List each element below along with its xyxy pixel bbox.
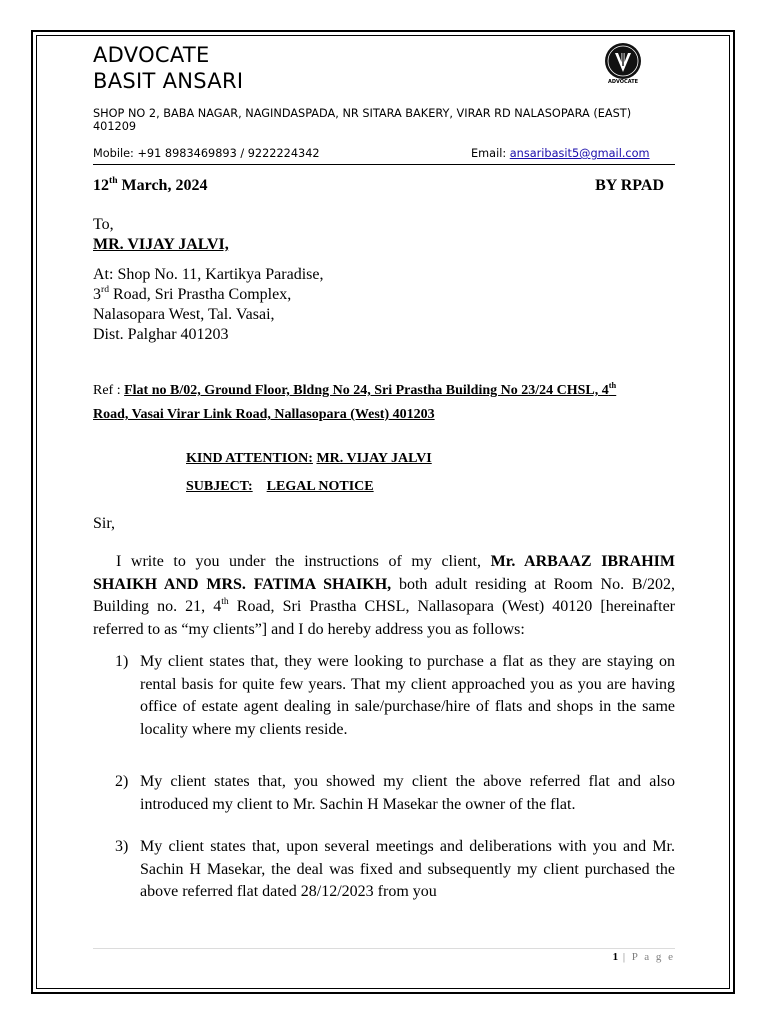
delivery-mode: BY RPAD (595, 177, 664, 194)
subject: SUBJECT: LEGAL NOTICE (186, 479, 374, 494)
reference-line2: Road, Vasai Virar Link Road, Nallasopara (West) 401203 (93, 407, 435, 422)
kind-attention: KIND ATTENTION: MR. VIJAY JALVI (186, 451, 432, 466)
letterhead-name: BASIT ANSARI (93, 69, 244, 93)
to-label: To, (93, 216, 114, 233)
email-link[interactable]: ansaribasit5@gmail.com (509, 147, 650, 160)
recipient-address-line3: Nalasopara West, Tal. Vasai, (93, 306, 275, 323)
intro-paragraph: I write to you under the instructions of my client, Mr. ARBAAZ IBRAHIM SHAIKH AND MRS. FATIMA SHAIKH, both adult residing at Room No. B/202, Building no. 21, 4th Road, Sri Prastha CHSL, Nallasopara (West) 40120 [hereinafter referred to as “my clients”] and I do hereby address you as follows: (93, 553, 675, 638)
recipient-address-line1: At: Shop No. 11, Kartikya Paradise, (93, 266, 324, 283)
recipient-name: MR. VIJAY JALVI, (93, 236, 229, 253)
advocate-logo-icon (602, 42, 644, 84)
reference-line1: Ref : Flat no B/02, Ground Floor, Bldng No 24, Sri Prastha Building No 23/24 CHSL, 4th (93, 380, 617, 398)
email-label: Email: (471, 147, 507, 160)
letterhead-divider (93, 164, 675, 165)
footer-divider (93, 948, 675, 949)
page-number: 1 | P a g e (612, 951, 675, 963)
recipient-address-line2: 3rd Road, Sri Prastha Complex, (93, 283, 292, 303)
letterhead-title: ADVOCATE (93, 43, 210, 67)
letterhead-address: SHOP NO 2, BABA NAGAR, NAGINDASPADA, NR SITARA BAKERY, VIRAR RD NALASOPARA (EAST) 401209 (93, 107, 632, 133)
letterhead-mobile: Mobile: +91 8983469893 / 9222224342 (93, 147, 320, 160)
recipient-address-line4: Dist. Palghar 401203 (93, 326, 229, 343)
salutation: Sir, (93, 515, 116, 532)
letter-date: 12th March, 2024 (93, 174, 208, 194)
logo-caption: ADVOCATE (607, 79, 639, 85)
